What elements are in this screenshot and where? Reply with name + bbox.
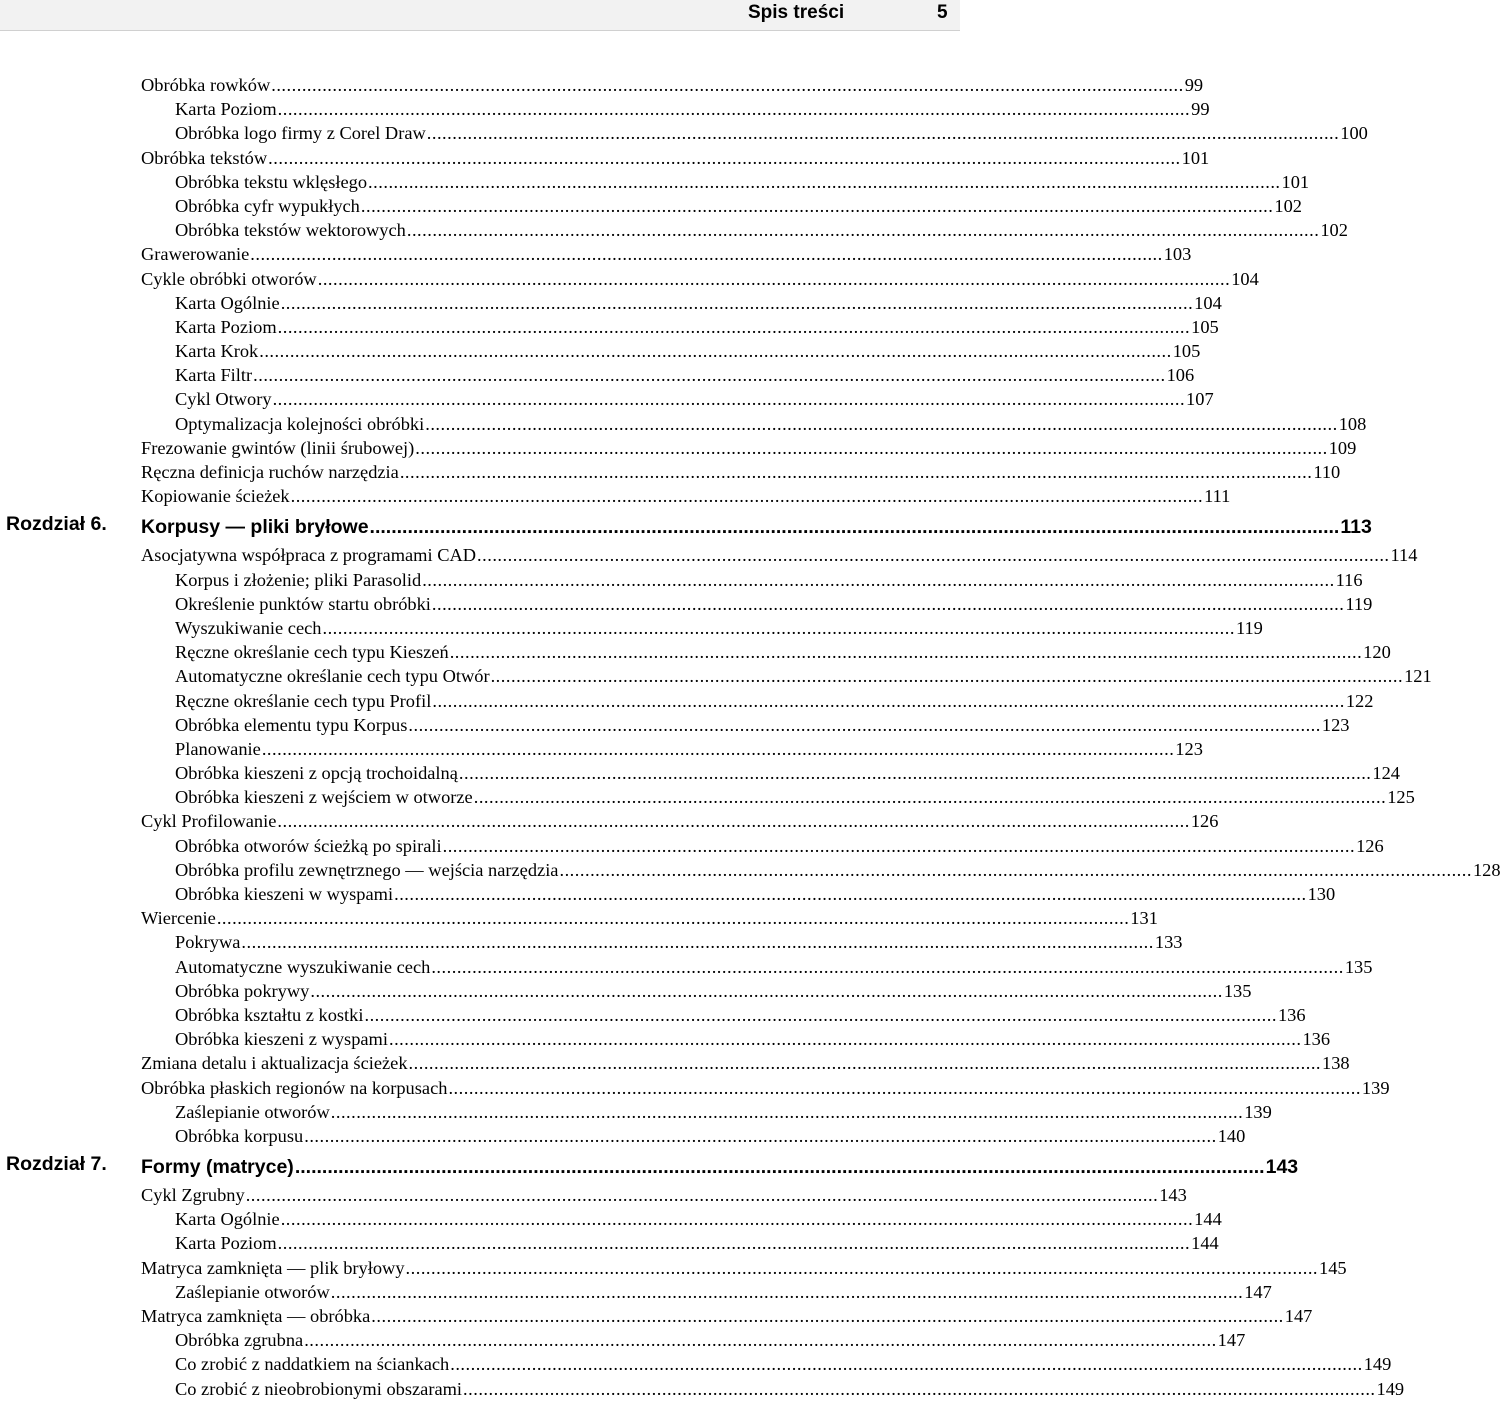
dot-leader: ................................................................................................................................................................................... [330,1281,1244,1302]
dot-leader: ................................................................................................................................................................................... [259,341,1172,362]
toc-entry-page-number: 136 [1277,1004,1306,1025]
toc-entry-page-number: 108 [1338,413,1367,434]
dot-leader: ................................................................................................................................................................................... [290,486,1204,507]
dot-leader: ................................................................................................................................................................................... [364,1004,1277,1025]
toc-entry-title: Kopiowanie ścieżek [141,486,290,507]
toc-entry-line [175,616,1263,640]
toc-entry-title: Wyszukiwanie cech [175,617,322,638]
toc-entry-level-1[interactable] [0,809,1219,833]
toc-entry-line [141,1183,1187,1207]
dot-leader: ................................................................................................................................................................................... [280,1209,1194,1230]
toc-entry-level-2[interactable] [0,1027,1331,1051]
toc-entry-page-number: 106 [1166,365,1195,386]
toc-entry-page-number: 135 [1344,956,1373,977]
toc-entry-level-2[interactable] [0,930,1183,954]
dot-leader: ................................................................................................................................................................................... [432,690,1345,711]
toc-entry-level-2[interactable] [0,785,1415,809]
dot-leader: ................................................................................................................................................................................... [408,1053,1322,1074]
toc-entry-level-1[interactable] [0,460,1341,484]
toc-entry-title: Zmiana detalu i aktualizacja ścieżek [141,1053,408,1074]
toc-entry-line [141,543,1418,567]
toc-entry-line [141,242,1192,266]
toc-entry-level-2[interactable] [0,713,1350,737]
dot-leader: ................................................................................................................................................................................... [272,389,1186,410]
toc-entry-title: Korpus i złożenie; pliki Parasolid [175,569,422,590]
toc-entry-level-1[interactable] [0,73,1204,97]
dot-leader: ................................................................................................................................................................................... [448,1077,1361,1098]
toc-entry-title: Karta Filtr [175,365,253,386]
toc-entry-page-number: 133 [1154,932,1183,953]
toc-entry-page-number: 147 [1244,1281,1272,1302]
toc-entry-level-2[interactable] [0,1231,1219,1255]
toc-entry-level-2[interactable] [0,97,1210,121]
toc-entry-page-number: 143 [1159,1185,1187,1206]
toc-entry-title: Określenie punktów startu obróbki [175,593,431,614]
dot-leader: ................................................................................................................................................................................... [426,123,1340,144]
toc-entry-title: Obróbka kieszeni w wyspami [175,884,394,904]
toc-entry-level-2[interactable] [0,170,1310,194]
toc-entry-title: Obróbka korpusu [175,1125,304,1146]
toc-entry-title: Ręczna definicja ruchów narzędzia [141,462,399,482]
toc-entry-level-1[interactable] [0,543,1418,567]
header-page-number: 5 [937,2,948,23]
toc-entry-level-2[interactable] [0,291,1222,315]
toc-entry-page-number: 147 [1217,1330,1246,1351]
toc-entry-page-number: 103 [1163,244,1192,265]
toc-entry-level-2[interactable] [0,1207,1222,1231]
toc-entry-title: Automatyczne wyszukiwanie cech [175,956,431,977]
toc-entry-page-number: 104 [1231,268,1259,289]
toc-entry-page-number: 119 [1235,617,1263,638]
toc-entry-line [175,1352,1392,1376]
toc-entry-level-2[interactable] [0,339,1201,363]
toc-entry-line [175,170,1310,194]
chapter-heading [0,1151,1299,1183]
toc-entry-title: Co zrobić z naddatkiem na ściankach [175,1354,450,1375]
dot-leader: ................................................................................................................................................................................... [406,220,1320,241]
toc-entry-title: Cykl Profilowanie [141,811,277,832]
toc-entry-line [175,955,1373,979]
toc-entry-level-2[interactable] [0,761,1400,785]
dot-leader: ................................................................................................................................................................................... [415,437,1328,458]
toc-entry-level-2[interactable] [0,979,1252,1003]
toc-entry-title: Obróbka płaskich regionów na korpusach [141,1077,448,1098]
toc-entry-title: Zaślepianie otworów [175,1281,330,1302]
dot-leader: ................................................................................................................................................................................... [559,859,1472,880]
dot-leader: ................................................................................................................................................................................... [431,956,1344,977]
toc-entry-title: Obróbka tekstu wklęsłego [175,171,368,192]
toc-entry-title: Obróbka cyfr wypukłych [175,195,360,216]
toc-entry-level-2[interactable] [0,1280,1272,1304]
toc-entry-title: Formy (matryce) [141,1156,294,1179]
toc-entry-title: Frezowanie gwintów (linii śrubowej) [141,437,415,458]
dot-leader: ................................................................................................................................................................................... [399,462,1313,482]
toc-entry-title: Obróbka tekstów [141,147,268,168]
dot-leader: ................................................................................................................................................................................... [490,666,1404,687]
toc-entry-line [175,1207,1222,1231]
toc-entry-line [141,267,1259,291]
dot-leader: ................................................................................................................................................................................... [216,908,1130,929]
toc-entry-line [175,363,1195,387]
dot-leader: ................................................................................................................................................................................... [277,1233,1191,1254]
toc-entry-line [175,1231,1219,1255]
toc-entry-title: Korpusy — pliki bryłowe [141,516,369,539]
toc-entry-title: Matryca zamknięta — obróbka [141,1306,371,1326]
toc-entry-title: Obróbka rowków [141,75,271,95]
toc-entry-line [175,1100,1272,1124]
dot-leader: ................................................................................................................................................................................... [253,365,1166,386]
dot-leader: ................................................................................................................................................................................... [394,884,1307,904]
toc-entry-line [141,460,1341,484]
toc-entry-line [175,761,1400,785]
toc-entry-line [175,568,1363,592]
toc-entry-title: Obróbka kształtu z kostki [175,1004,364,1025]
toc-entry-page-number: 113 [1340,516,1372,539]
toc-entry-level-2[interactable] [0,737,1203,761]
toc-entry-page-number: 131 [1130,908,1158,929]
toc-entry-page-number: 111 [1204,486,1231,507]
toc-entry-page-number: 123 [1321,714,1350,735]
toc-entry-level-2[interactable] [0,218,1348,242]
toc-entry-level-1[interactable] [0,906,1158,930]
toc-entry-title: Ręczne określanie cech typu Kieszeń [175,642,449,663]
dot-leader: ................................................................................................................................................................................... [458,763,1372,784]
dot-leader: ................................................................................................................................................................................... [431,593,1345,614]
toc-entry-level-2[interactable] [0,689,1374,713]
toc-entry-title: Asocjatywna współpraca z programami CAD [141,545,477,566]
toc-entry-level-1[interactable] [0,267,1259,291]
dot-leader: ................................................................................................................................................................................... [473,787,1387,808]
toc-entry-line [175,218,1348,242]
toc-entry-level-2[interactable] [0,592,1373,616]
toc-entry-title: Planowanie [175,738,261,759]
toc-entry-level-2[interactable] [0,616,1263,640]
toc-entry-title: Karta Ogólnie [175,1209,280,1230]
toc-entry-line [175,713,1350,737]
toc-entry-line [141,1256,1347,1280]
toc-entry-title: Karta Poziom [175,1233,277,1254]
toc-entry-level-1[interactable] [0,242,1192,266]
toc-entry-level-2[interactable] [0,640,1391,664]
dot-leader: ................................................................................................................................................................................... [294,1156,1265,1179]
toc-entry-line [175,387,1214,411]
toc-entry-title: Matryca zamknięta — plik bryłowy [141,1257,405,1278]
toc-entry-page-number: 114 [1390,545,1418,566]
chapter-label: Rozdział 6. [6,513,107,536]
toc-entry-level-2[interactable] [0,1352,1392,1376]
dot-leader: ................................................................................................................................................................................... [250,244,1163,265]
dot-leader: ................................................................................................................................................................................... [241,932,1154,953]
toc-entry-title: Automatyczne określanie cech typu Otwór [175,666,490,687]
dot-leader: ................................................................................................................................................................................... [425,413,1338,434]
chapter-heading [0,511,1372,543]
toc-entry-level-2[interactable] [0,194,1302,218]
table-of-contents [0,73,1501,1401]
dot-leader: ................................................................................................................................................................................... [277,99,1191,120]
toc-entry-title: Obróbka elementu typu Korpus [175,714,408,735]
toc-entry-level-1[interactable] [0,1051,1350,1075]
dot-leader: ................................................................................................................................................................................... [322,617,1235,638]
toc-entry-title: Wiercenie [141,908,216,929]
dot-leader: ................................................................................................................................................................................... [450,1354,1363,1375]
toc-entry-page-number: 124 [1372,763,1400,784]
toc-entry-level-1[interactable] [0,436,1357,460]
toc-entry-page-number: 104 [1194,292,1222,313]
toc-entry-level-2[interactable] [0,664,1432,688]
toc-entry-title: Obróbka logo firmy z Corel Draw [175,123,426,144]
toc-entry-line [175,97,1210,121]
toc-entry-page-number: 144 [1194,1209,1222,1230]
toc-entry-page-number: 116 [1335,569,1363,590]
toc-entry-level-2[interactable] [0,568,1363,592]
dot-leader: ................................................................................................................................................................................... [477,545,1390,566]
toc-entry-line [141,906,1158,930]
toc-entry-page-number: 138 [1322,1053,1350,1074]
toc-entry-title: Obróbka zgrubna [175,1330,304,1351]
toc-entry-page-number: 128 [1472,859,1501,880]
dot-leader: ................................................................................................................................................................................... [310,980,1223,1001]
toc-entry-line [141,1304,1313,1328]
toc-entry-level-1[interactable] [0,1256,1347,1280]
toc-entry-page-number: 119 [1345,593,1373,614]
dot-leader: ................................................................................................................................................................................... [368,171,1281,192]
toc-entry-page-number: 135 [1223,980,1252,1001]
toc-entry-page-number: 149 [1363,1354,1392,1375]
toc-entry-level-2[interactable] [0,121,1368,145]
toc-entry-level-2[interactable] [0,1003,1306,1027]
dot-leader: ................................................................................................................................................................................... [330,1101,1244,1122]
toc-entry-line [175,834,1384,858]
toc-entry-title: Obróbka kieszeni z wejściem w otworze [175,787,473,808]
toc-entry-level-2[interactable] [0,1100,1272,1124]
dot-leader: ................................................................................................................................................................................... [360,195,1274,216]
toc-entry-title: Obróbka pokrywy [175,980,310,1001]
dot-leader: ................................................................................................................................................................................... [277,316,1191,337]
toc-entry-page-number: 144 [1191,1233,1219,1254]
toc-entry-page-number: 123 [1175,738,1203,759]
toc-entry-line [141,436,1357,460]
toc-entry-level-2[interactable] [0,315,1219,339]
toc-entry-title: Karta Poziom [175,316,277,337]
toc-entry-line [175,640,1391,664]
toc-entry-line [175,194,1302,218]
toc-entry-line [141,1153,1299,1181]
toc-entry-page-number: 105 [1191,316,1219,337]
dot-leader: ................................................................................................................................................................................... [271,75,1184,95]
toc-entry-page-number: 126 [1190,811,1219,832]
toc-entry-title: Pokrywa [175,932,241,953]
dot-leader: ................................................................................................................................................................................... [442,835,1356,856]
toc-entry-page-number: 121 [1404,666,1432,687]
toc-entry-line [175,737,1203,761]
toc-entry-title: Obróbka kieszeni z wyspami [175,1029,388,1050]
toc-entry-title: Obróbka profilu zewnętrznego — wejścia narzędzia [175,859,559,880]
toc-entry-line [175,1377,1405,1401]
toc-entry-level-1[interactable] [0,484,1231,508]
toc-entry-line [175,339,1201,363]
toc-entry-page-number: 99 [1191,99,1210,120]
toc-entry-title: Grawerowanie [141,244,250,265]
dot-leader: ................................................................................................................................................................................... [449,642,1363,663]
toc-entry-level-1[interactable] [0,1304,1313,1328]
toc-entry-page-number: 140 [1217,1125,1246,1146]
toc-entry-title: Obróbka tekstów wektorowych [175,220,406,241]
toc-entry-title: Karta Krok [175,341,259,362]
toc-entry-page-number: 101 [1281,171,1310,192]
dot-leader: ................................................................................................................................................................................... [304,1330,1217,1351]
header-title: Spis treści [748,2,845,23]
toc-entry-line [175,1328,1246,1352]
toc-entry-title: Ręczne określanie cech typu Profil [175,690,432,711]
toc-entry-level-2[interactable] [0,1124,1246,1148]
toc-entry-page-number: 109 [1328,437,1357,458]
toc-entry-page-number: 107 [1186,389,1214,410]
toc-entry-line [175,1280,1272,1304]
toc-entry-line [175,121,1368,145]
toc-entry-title: Zaślepianie otworów [175,1101,330,1122]
toc-entry-level-2[interactable] [0,882,1336,906]
toc-entry-title: Karta Ogólnie [175,292,280,313]
toc-entry-line [175,291,1222,315]
toc-entry-page-number: 139 [1244,1101,1272,1122]
toc-entry-title: Co zrobić z nieobrobionymi obszarami [175,1378,463,1399]
toc-entry-title: Cykl Zgrubny [141,1185,245,1206]
dot-leader: ................................................................................................................................................................................... [369,516,1340,539]
dot-leader: ................................................................................................................................................................................... [408,714,1321,735]
toc-entry-line [141,1051,1350,1075]
dot-leader: ................................................................................................................................................................................... [245,1185,1159,1206]
dot-leader: ................................................................................................................................................................................... [388,1029,1302,1050]
toc-entry-level-2[interactable] [0,858,1501,882]
toc-entry-title: Karta Poziom [175,99,277,120]
toc-entry-line [175,930,1183,954]
toc-entry-line [141,484,1231,508]
toc-entry-level-2[interactable] [0,412,1367,436]
dot-leader: ................................................................................................................................................................................... [304,1125,1217,1146]
toc-entry-line [175,1124,1246,1148]
toc-entry-line [141,73,1204,97]
toc-entry-level-1[interactable] [0,146,1210,170]
toc-entry-line [141,1076,1390,1100]
toc-entry-line [175,785,1415,809]
toc-entry-page-number: 143 [1265,1156,1299,1179]
toc-entry-page-number: 122 [1345,690,1374,711]
toc-entry-line [141,809,1219,833]
dot-leader: ................................................................................................................................................................................... [268,147,1181,168]
toc-entry-page-number: 139 [1361,1077,1390,1098]
running-header [0,0,960,31]
dot-leader: ................................................................................................................................................................................... [280,292,1194,313]
toc-entry-title: Cykle obróbki otworów [141,268,317,289]
toc-entry-page-number: 149 [1376,1378,1405,1399]
toc-entry-page-number: 105 [1172,341,1201,362]
toc-entry-level-1[interactable] [0,1183,1187,1207]
toc-entry-line [175,689,1374,713]
toc-entry-line [175,664,1432,688]
toc-entry-line [175,882,1336,906]
toc-entry-line [175,592,1373,616]
toc-entry-level-2[interactable] [0,834,1384,858]
toc-entry-page-number: 99 [1184,75,1204,95]
dot-leader: ................................................................................................................................................................................... [463,1378,1376,1399]
toc-entry-page-number: 102 [1274,195,1302,216]
toc-entry-page-number: 147 [1284,1306,1313,1326]
toc-entry-line [175,1003,1306,1027]
toc-entry-page-number: 120 [1363,642,1391,663]
toc-entry-line [175,1027,1331,1051]
toc-entry-level-1[interactable] [0,1076,1390,1100]
toc-entry-title: Obróbka kieszeni z opcją trochoidalną [175,763,458,784]
toc-entry-title: Optymalizacja kolejności obróbki [175,413,425,434]
toc-entry-page-number: 125 [1387,787,1415,808]
chapter-label: Rozdział 7. [6,1153,107,1176]
toc-entry-level-2[interactable] [0,1377,1405,1401]
toc-entry-line [175,412,1367,436]
toc-entry-line [175,858,1501,882]
toc-entry-page-number: 100 [1340,123,1368,144]
toc-entry-line [141,513,1372,541]
dot-leader: ................................................................................................................................................................................... [317,268,1231,289]
toc-entry-title: Obróbka otworów ścieżką po spirali [175,835,442,856]
toc-entry-page-number: 101 [1181,147,1210,168]
toc-entry-page-number: 110 [1313,462,1341,482]
dot-leader: ................................................................................................................................................................................... [277,811,1190,832]
toc-entry-page-number: 136 [1302,1029,1331,1050]
toc-entry-level-2[interactable] [0,387,1214,411]
toc-entry-line [175,315,1219,339]
toc-entry-page-number: 102 [1320,220,1348,241]
toc-entry-page-number: 126 [1356,835,1384,856]
dot-leader: ................................................................................................................................................................................... [261,738,1175,759]
toc-entry-line [141,146,1210,170]
toc-entry-line [175,979,1252,1003]
toc-entry-level-2[interactable] [0,1328,1246,1352]
dot-leader: ................................................................................................................................................................................... [371,1306,1284,1326]
dot-leader: ................................................................................................................................................................................... [405,1257,1319,1278]
toc-entry-page-number: 145 [1319,1257,1347,1278]
toc-entry-page-number: 130 [1307,884,1336,904]
toc-entry-level-2[interactable] [0,363,1195,387]
toc-entry-level-2[interactable] [0,955,1373,979]
toc-entry-title: Cykl Otwory [175,389,272,410]
dot-leader: ................................................................................................................................................................................... [422,569,1335,590]
